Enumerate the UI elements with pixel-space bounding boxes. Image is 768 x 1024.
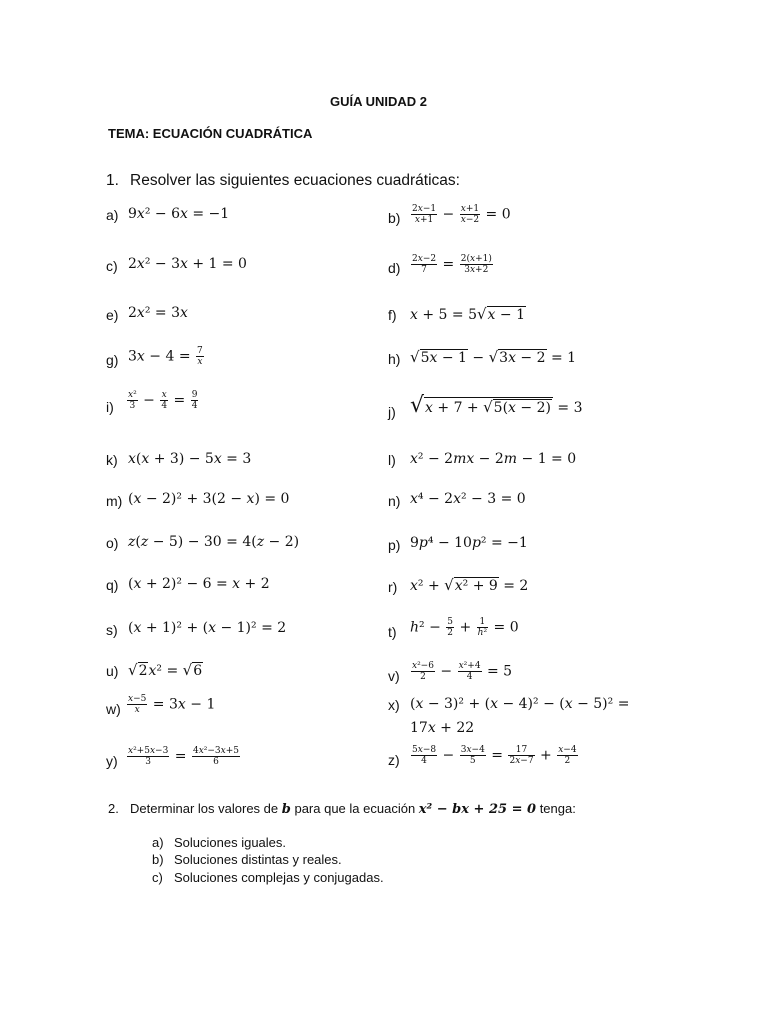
question-2-number: 2. (108, 801, 119, 816)
label-x: x) (388, 697, 400, 713)
equation-k: x(x + 3) − 5x = 3 (128, 451, 252, 467)
label-r: r) (388, 579, 398, 595)
equation-x: (x − 3)² + (x − 4)² − (x − 5)² = (410, 696, 630, 712)
label-u: u) (106, 663, 119, 679)
label-h: h) (388, 351, 401, 367)
equation-s: (x + 1)² + (x − 1)² = 2 (128, 620, 287, 636)
equation-m: (x − 2)² + 3(2 − x) = 0 (128, 491, 290, 507)
label-e: e) (106, 307, 119, 323)
equation-n: x⁴ − 2x² − 3 = 0 (410, 491, 526, 507)
equation-i: $\frac{\text{x²}}{3}$ − $\frac{x}{4}$ = $\frac{9}{4}$ (128, 390, 198, 411)
equation-e: 2x² = 3x (128, 305, 188, 321)
equation-p: 9p⁴ − 10p² = −1 (410, 535, 528, 551)
question-2-text-before: Determinar los valores de (130, 801, 279, 816)
question-2-text-after: tenga: (539, 801, 576, 816)
topic-heading: TEMA: ECUACIÓN CUADRÁTICA (108, 126, 313, 141)
label-c: c) (106, 258, 118, 274)
equation-b: $\frac{2x-1}{x+1}$ − $\frac{x+1}{x-2}$ = 0 (412, 204, 511, 225)
label-f: f) (388, 307, 397, 323)
equation-o: z(z − 5) − 30 = 4(z − 2) (128, 534, 300, 550)
question-1-number: 1. (106, 172, 119, 189)
label-s: s) (106, 622, 118, 638)
list-item-label: a) (152, 835, 164, 850)
equation-f: x + 5 = 5√x − 1 (410, 305, 525, 323)
list-item-label: b) (152, 852, 164, 867)
equation-h: √5x − 1 − √3x − 2 = 1 (410, 348, 577, 366)
label-j: j) (388, 404, 396, 420)
list-item-label: c) (152, 870, 163, 885)
equation-t: h² − $\frac{5}{2}$ + $\frac{1}{\text{h²}}$ = 0 (410, 617, 519, 638)
equation-r: x² + √x² + 9 = 2 (410, 576, 529, 594)
label-o: o) (106, 535, 119, 551)
equation-q: (x + 2)² − 6 = x + 2 (128, 576, 270, 592)
question-1-text: Resolver las siguientes ecuaciones cuadráticas: (130, 172, 460, 189)
list-item-text: Soluciones distintas y reales. (174, 852, 342, 867)
equation-g: 3x − 4 = $\frac{7}{x}$ (128, 346, 203, 367)
label-g: g) (106, 352, 119, 368)
label-q: q) (106, 577, 119, 593)
label-l: l) (388, 452, 396, 468)
equation-v: $\frac{\text{x²−6}}{2}$ − $\frac{\text{x²+4}}{4}$ = 5 (412, 661, 513, 682)
equation-a: 9x² − 6x = −1 (128, 206, 230, 222)
equation-x-continued: 17x + 22 (410, 720, 475, 736)
label-y: y) (106, 753, 118, 769)
question-2-equation: x² − bx + 25 = 0 (418, 802, 537, 817)
label-k: k) (106, 452, 118, 468)
label-z: z) (388, 752, 400, 768)
equation-z: $\frac{5x-8}{4}$ − $\frac{3x-4}{5}$ = $\frac{17}{2x-7}$ + $\frac{x-4}{2}$ (412, 745, 577, 766)
page-title: GUÍA UNIDAD 2 (330, 94, 428, 109)
list-item-text: Soluciones complejas y conjugadas. (174, 870, 384, 885)
equation-u: √2x² = √6 (128, 661, 203, 679)
equation-w: $\frac{x-5}{x}$ = 3x − 1 (128, 694, 216, 715)
label-d: d) (388, 260, 401, 276)
question-2-variable: b (281, 802, 291, 817)
equation-j: √x + 7 + √5(x − 2) = 3 (410, 393, 583, 418)
label-v: v) (388, 668, 400, 684)
label-i: i) (106, 399, 114, 415)
question-2-text (130, 801, 576, 817)
equation-l: x² − 2mx − 2m − 1 = 0 (410, 451, 577, 467)
equation-c: 2x² − 3x + 1 = 0 (128, 256, 247, 272)
label-n: n) (388, 493, 401, 509)
label-t: t) (388, 624, 397, 640)
label-w: w) (106, 701, 121, 717)
question-2-text-mid: para que la ecuación (294, 801, 416, 816)
label-p: p) (388, 537, 401, 553)
list-item-text: Soluciones iguales. (174, 835, 287, 850)
equation-y: $\frac{\text{x²+5x−3}}{3}$ = $\frac{\text{4x²−3x+5}}{6}$ (128, 746, 239, 767)
label-b: b) (388, 210, 401, 226)
equation-d: $\frac{2x-2}{7}$ = $\frac{2(x+1)}{3x+2}$ (412, 254, 492, 275)
label-a: a) (106, 207, 119, 223)
label-m: m) (106, 493, 123, 509)
